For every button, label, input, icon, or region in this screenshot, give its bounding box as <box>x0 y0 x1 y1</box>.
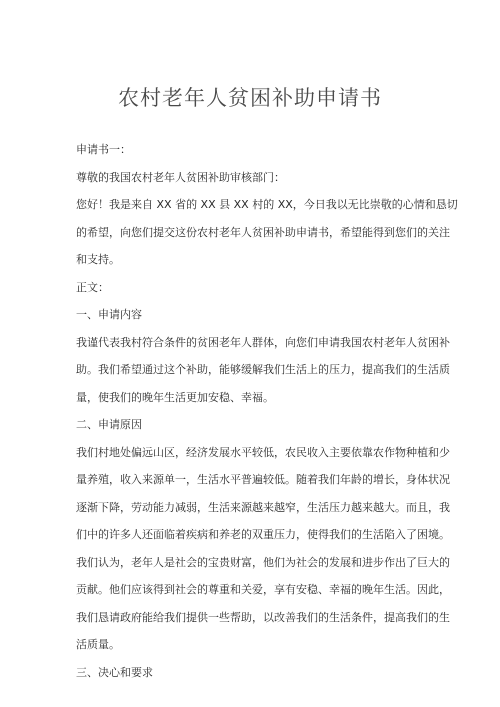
section-2-line-1: 我们村地处偏远山区，经济发展水平较低，农民收入主要依靠农作物种植和少 <box>76 445 450 459</box>
section-heading-3: 三、决心和要求 <box>76 665 153 679</box>
section-2-line-5: 我们认为，老年人是社会的宝贵财富，他们为社会的发展和进步作出了巨大的 <box>76 555 450 569</box>
section-heading-2: 二、申请原因 <box>76 418 142 431</box>
section-1-line-1: 我谨代表我村符合条件的贫困老年人群体，向您们申请我国农村老年人贫困补 <box>76 335 450 349</box>
section-heading-1: 一、申请内容 <box>76 308 142 321</box>
document-title: 农村老年人贫困补助申请书 <box>118 86 382 110</box>
addressee-line: 尊敬的我国农村老年人贫困补助审核部门： <box>76 170 285 184</box>
intro-line-1: 您好！我是来自 XX 省的 XX 县 XX 村的 XX，今日我以无比崇敬的心情和恳切 <box>76 198 458 211</box>
intro-line-2: 的希望，向您们提交这份农村老年人贫困补助申请书，希望能得到您们的关注 <box>76 225 450 239</box>
section-2-line-4: 们中的许多人还面临着疾病和养老的双重压力，使得我们的生活陷入了困境。 <box>76 528 450 541</box>
section-1-line-3: 量，使我们的晚年生活更加安稳、幸福。 <box>76 390 274 404</box>
section-2-line-6: 贡献。他们应该得到社会的尊重和关爱，享有安稳、幸福的晚年生活。因此， <box>76 583 450 596</box>
body-label: 正文： <box>76 280 109 294</box>
section-2-line-2: 量养殖，收入来源单一，生活水平普遍较低。随着我们年龄的增长，身体状况 <box>76 473 450 486</box>
section-2-line-7: 我们恳请政府能给我们提供一些帮助，以改善我们的生活条件，提高我们的生 <box>76 610 450 624</box>
section-2-line-3: 逐渐下降，劳动能力减弱，生活来源越来越窄，生活压力越来越大。而且，我 <box>76 500 450 514</box>
greeting-heading: 申请书一： <box>76 143 131 156</box>
section-2-line-8: 活质量。 <box>76 638 120 651</box>
intro-line-3: 和支持。 <box>76 253 120 266</box>
section-1-line-2: 助。我们希望通过这个补助，能够缓解我们生活上的压力，提高我们的生活质 <box>76 363 450 376</box>
